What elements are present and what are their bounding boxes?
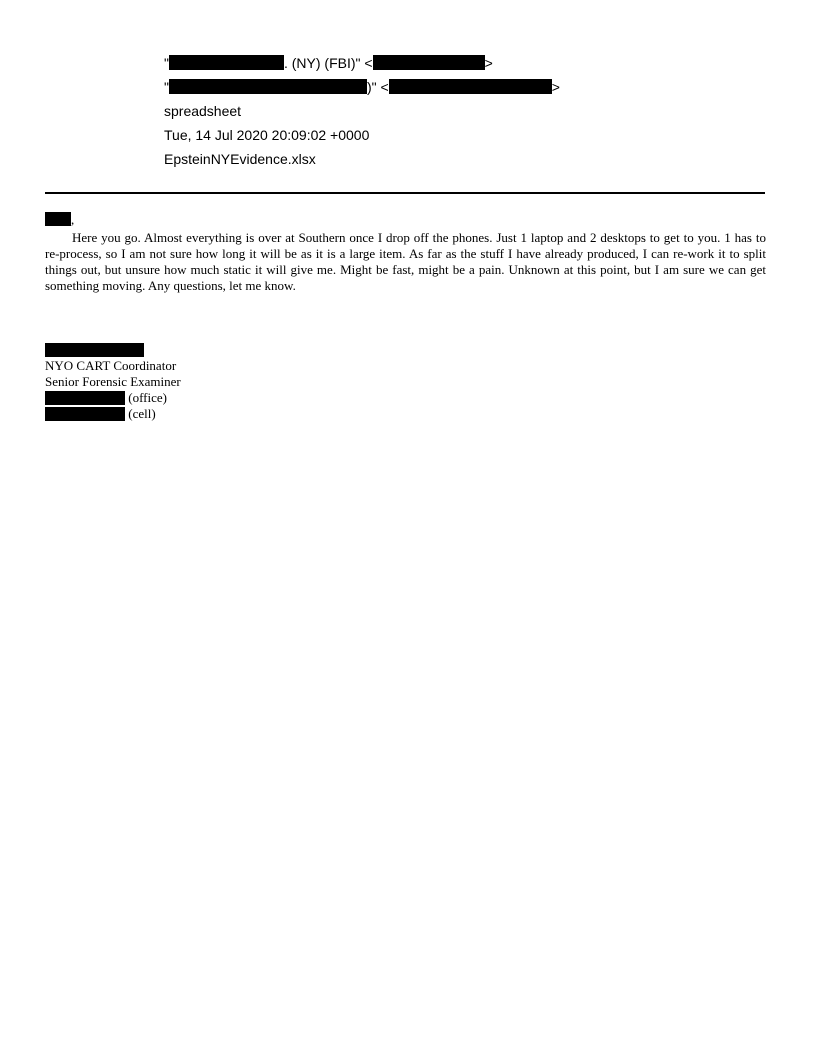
redaction-box [45, 391, 125, 405]
signature-cell-phone: (cell) [45, 406, 181, 422]
from-value: " . (NY) (FBI)" < > [164, 55, 493, 71]
greeting: , [45, 212, 766, 230]
date-value: Tue, 14 Jul 2020 20:09:02 +0000 [164, 127, 370, 143]
signature-block [45, 342, 181, 422]
redaction-box [169, 55, 284, 70]
redaction-box [45, 407, 125, 421]
attachment-filename: EpsteinNYEvidence.xlsx [164, 151, 316, 167]
redaction-box [373, 55, 485, 70]
redaction-box [169, 79, 367, 94]
redaction-box [45, 343, 144, 357]
signature-office-phone: (office) [45, 390, 181, 406]
message-paragraph: Here you go. Almost everything is over at Southern once I drop off the phones. Just 1 laptop and 2 desktops to get to you. 1 has to re-process, so I am not sure how long it will be as it is a large item. As far as the stuff I have already produced, I can re-work it to split things out, but unsure how much static it will give me. Might be fast, might be a pain. Unknown at this point, but I am sure we can get something moving. Any questions, let me know. [45, 230, 766, 293]
redaction-box [389, 79, 552, 94]
signature-title-1: NYO CART Coordinator [45, 358, 177, 373]
to-value: " )" < > [164, 79, 560, 95]
header-divider [45, 192, 765, 194]
signature-title-2: Senior Forensic Examiner [45, 374, 181, 389]
subject-value: spreadsheet [164, 103, 242, 119]
message-body [45, 212, 766, 294]
redaction-box [45, 212, 71, 226]
signature-name [45, 342, 181, 358]
